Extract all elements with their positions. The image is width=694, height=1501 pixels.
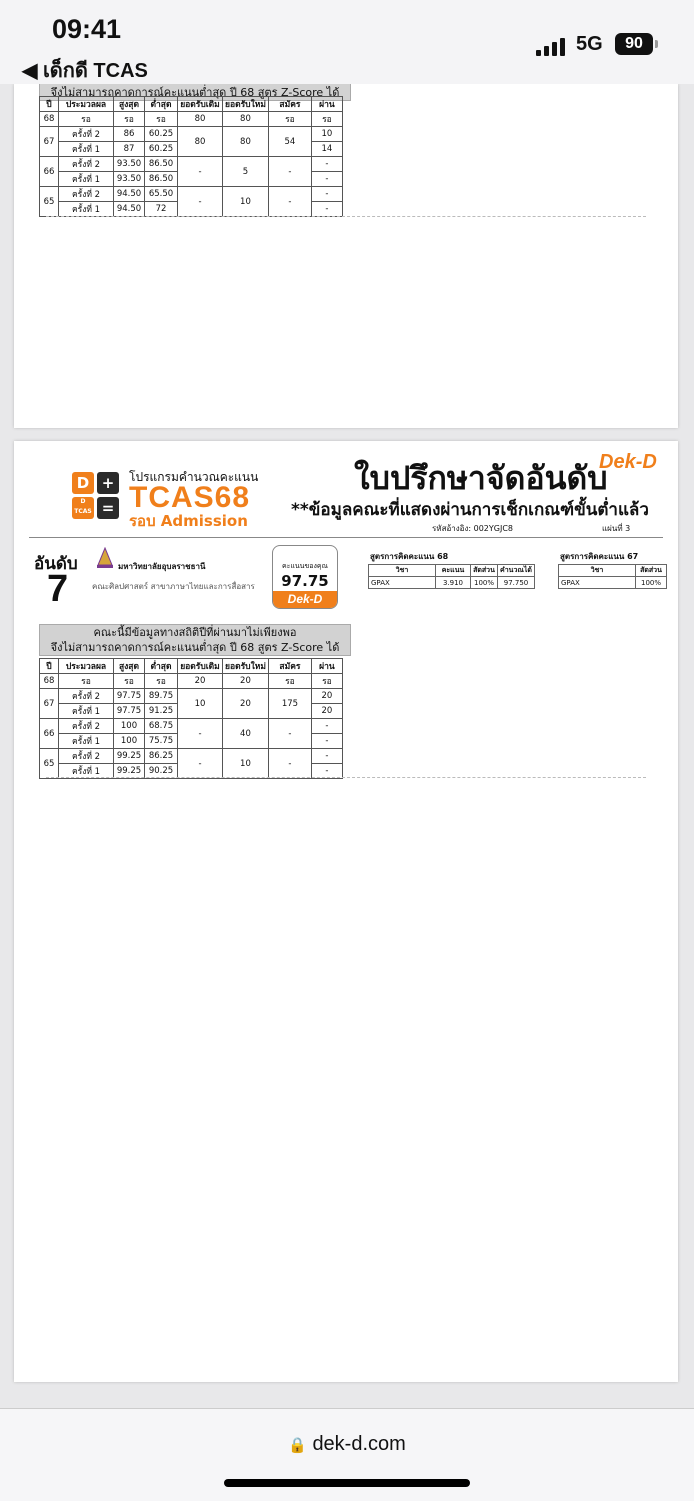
rank-number: 7 xyxy=(47,568,69,610)
status-bar xyxy=(0,0,694,84)
table-row: ครั้งที่ 1 99.25 90.25 - xyxy=(40,764,343,779)
divider xyxy=(46,216,646,217)
dekd-tcas-icon: D TCAS xyxy=(72,497,94,519)
table-row: ครั้งที่ 1 93.50 86.50 - xyxy=(40,172,343,187)
dekd-logo: Dek-D xyxy=(599,451,657,473)
formula-68-table xyxy=(368,564,535,589)
page-subtitle: **ข้อมูลคณะที่แสดงผ่านการเช็กเกณฑ์ขั้นต่ำแล้ว xyxy=(291,500,649,520)
browser-bottom-bar xyxy=(0,1408,694,1501)
battery-icon: 90 xyxy=(615,33,653,55)
university-name: มหาวิทยาลัยอุบลราชธานี xyxy=(118,562,206,571)
battery-tip xyxy=(655,40,658,48)
table-header: วิชา คะแนน สัดส่วน คำนวณได้ xyxy=(369,565,535,577)
signal-icon xyxy=(536,38,565,56)
university-emblem-icon xyxy=(96,547,114,569)
table-header: วิชา สัดส่วน xyxy=(559,565,667,577)
result-sheet-previous xyxy=(14,84,678,428)
table-row: 65 ครั้งที่ 2 99.25 86.25 - 10 - - xyxy=(40,749,343,764)
formula-67-title: สูตรการคิดคะแนน 67 xyxy=(560,552,639,561)
score-card xyxy=(272,545,338,609)
divider xyxy=(29,537,663,538)
plus-icon: + xyxy=(97,472,119,494)
tcas-title: TCAS68 xyxy=(129,481,251,514)
admission-stat-table xyxy=(39,96,343,217)
table-row: 65 ครั้งที่ 2 94.50 65.50 - 10 - - xyxy=(40,187,343,202)
table-header: ปี ประมวลผล สูงสุด ต่ำสุด ยอดรับเดิม ยอดรับใหม่ สมัคร ผ่าน xyxy=(40,659,343,674)
table-row: ครั้งที่ 1 94.50 72 - xyxy=(40,202,343,217)
address-bar[interactable] xyxy=(0,1433,694,1456)
admission-stat-table xyxy=(39,658,343,779)
table-row: 67 ครั้งที่ 2 97.75 89.75 10 20 175 20 xyxy=(40,689,343,704)
tcas-round: รอบ Admission xyxy=(129,512,248,530)
table-row: 66 ครั้งที่ 2 100 68.75 - 40 - - xyxy=(40,719,343,734)
page-title: ใบปรึกษาจัดอันดับ xyxy=(354,459,608,497)
url-text: dek-d.com xyxy=(312,1433,406,1455)
d-icon: D xyxy=(72,472,94,494)
program-label: โปรแกรมคำนวณคะแนน xyxy=(129,470,259,484)
network-type: 5G xyxy=(576,33,603,55)
score-brand: Dek-D xyxy=(273,591,337,608)
table-row: GPAX 3.910 100% 97.750 xyxy=(369,577,535,589)
faculty-name: คณะศิลปศาสตร์ สาขาภาษาไทยและการสื่อสาร xyxy=(92,582,255,591)
stat-warning-banner: คณะนี้มีข้อมูลทางสถิติปีที่ผ่านมาไม่เพียงพอ จึงไม่สามารถคาดการณ์คะแนนต่ำสุด ปี 68 สูตร Z-Score ได้ xyxy=(39,624,351,656)
table-row: 68 รอ รอ รอ 20 20 รอ รอ xyxy=(40,674,343,689)
table-row: 67 ครั้งที่ 2 86 60.25 80 80 54 10 xyxy=(40,127,343,142)
score-value: 97.75 xyxy=(281,572,329,590)
table-row: 68 รอ รอ รอ 80 80 รอ รอ xyxy=(40,112,343,127)
equals-icon: = xyxy=(97,497,119,519)
divider xyxy=(46,777,646,778)
score-caption: คะแนนของคุณ xyxy=(281,562,329,570)
table-row: ครั้งที่ 1 87 60.25 14 xyxy=(40,142,343,157)
table-row: ครั้งที่ 1 97.75 91.25 20 xyxy=(40,704,343,719)
formula-68-title: สูตรการคิดคะแนน 68 xyxy=(370,552,449,561)
result-sheet xyxy=(14,441,678,1382)
reference-code: รหัสอ้างอิง: 002YGJC8 xyxy=(432,524,513,533)
table-row: GPAX 100% xyxy=(559,577,667,589)
clock: 09:41 xyxy=(52,14,122,44)
rank-label: อันดับ xyxy=(34,554,78,574)
sheet-number: แผ่นที่ 3 xyxy=(602,524,631,533)
table-row: ครั้งที่ 1 100 75.75 - xyxy=(40,734,343,749)
table-row: 66 ครั้งที่ 2 93.50 86.50 - 5 - - xyxy=(40,157,343,172)
stat-warning-banner: จึงไม่สามารถคาดการณ์คะแนนต่ำสุด ปี 68 สูตร Z-Score ได้ xyxy=(39,84,351,101)
formula-67-table xyxy=(558,564,667,589)
lock-icon: 🔒 xyxy=(288,1437,307,1454)
back-to-app-link[interactable]: ◀ เด็กดี TCAS xyxy=(22,60,148,82)
home-indicator[interactable] xyxy=(224,1479,470,1487)
table-header: ปี ประมวลผล สูงสุด ต่ำสุด ยอดรับเดิม ยอดรับใหม่ สมัคร ผ่าน xyxy=(40,97,343,112)
